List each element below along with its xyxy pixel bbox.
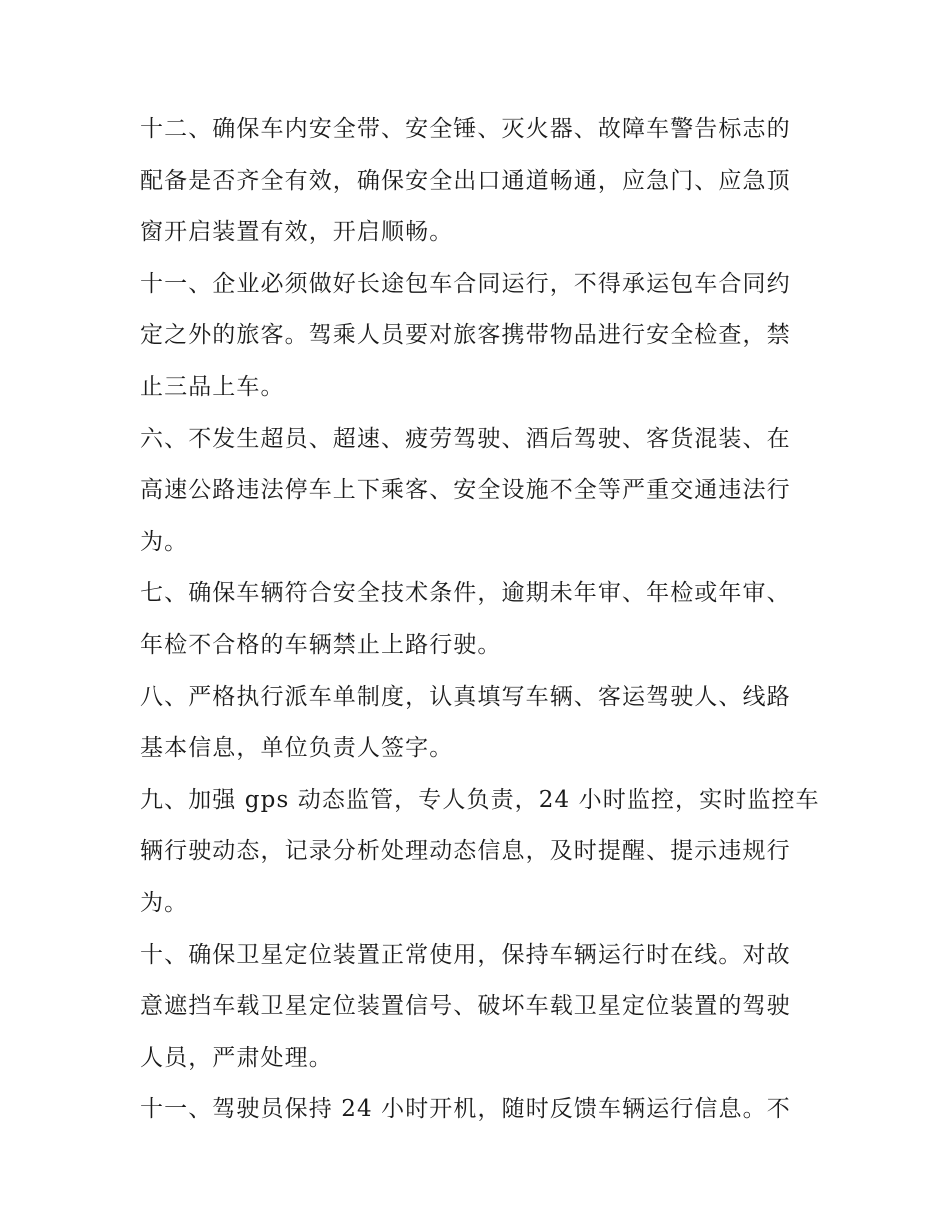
- text-line: 十一、驾驶员保持 24 小时开机，随时反馈车辆运行信息。不: [140, 1096, 791, 1123]
- text-line: 窗开启装置有效，开启顺畅。: [140, 219, 454, 246]
- text-line: 基本信息，单位负责人签字。: [140, 735, 454, 762]
- text-line: 七、确保车辆符合安全技术条件，逾期未年审、年检或年审、: [140, 580, 791, 607]
- text-line: 人员，严肃处理。: [140, 1044, 333, 1071]
- text-line: 意遮挡车载卫星定位装置信号、破坏车载卫星定位装置的驾驶: [140, 993, 791, 1020]
- text-line: 九、加强 gps 动态监管，专人负责，24 小时监控，实时监控车: [140, 786, 820, 813]
- text-line: 辆行驶动态，记录分析处理动态信息，及时提醒、提示违规行: [140, 838, 791, 865]
- text-line: 十一、企业必须做好长途包车合同运行，不得承运包车合同约: [140, 270, 791, 297]
- text-line: 为。: [140, 528, 189, 555]
- text-line: 为。: [140, 889, 189, 916]
- text-line: 高速公路违法停车上下乘客、安全设施不全等严重交通违法行: [140, 477, 791, 504]
- text-line: 配备是否齐全有效，确保安全出口通道畅通，应急门、应急顶: [140, 167, 791, 194]
- document-body: [140, 104, 820, 1136]
- text-line: 六、不发生超员、超速、疲劳驾驶、酒后驾驶、客货混装、在: [140, 425, 791, 452]
- text-line: 十二、确保车内安全带、安全锤、灭火器、故障车警告标志的: [140, 116, 791, 142]
- text-line: 十、确保卫星定位装置正常使用，保持车辆运行时在线。对故: [140, 941, 791, 968]
- text-line: 定之外的旅客。驾乘人员要对旅客携带物品进行安全检查，禁: [140, 322, 791, 349]
- text-line: 八、严格执行派车单制度，认真填写车辆、客运驾驶人、线路: [140, 683, 791, 710]
- text-line: 年检不合格的车辆禁止上路行驶。: [140, 631, 502, 658]
- text-line: 止三品上车。: [140, 373, 285, 400]
